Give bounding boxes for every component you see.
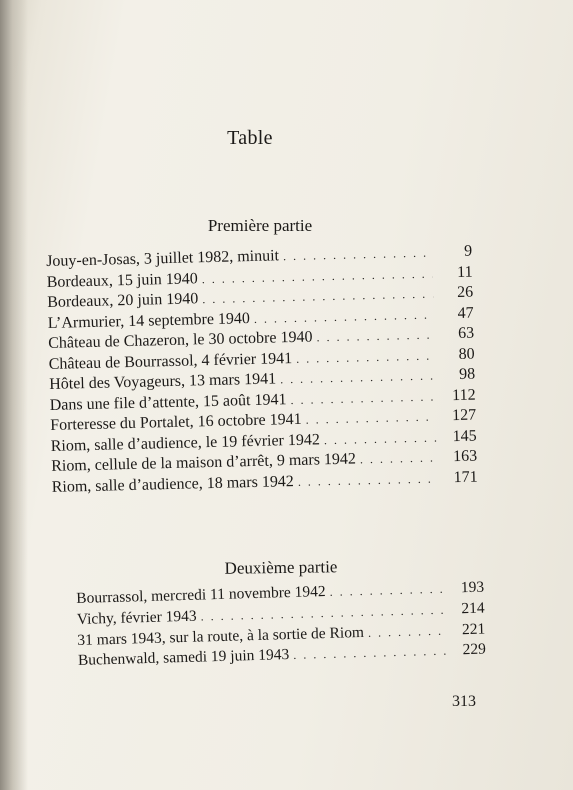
toc-entry-page-number: 163 (452, 447, 478, 466)
toc-list-part-1 (46, 243, 478, 499)
toc-entry-page-number: 11 (456, 263, 473, 281)
dot-leader (298, 471, 438, 489)
toc-entry-page-number: 127 (451, 406, 477, 425)
toc-entry-page-number: 63 (457, 324, 475, 342)
dot-leader (293, 644, 446, 663)
dot-leader (200, 603, 444, 625)
dot-leader (290, 389, 435, 408)
dot-leader (202, 266, 433, 287)
dot-leader (202, 287, 433, 308)
toc-entry-page-number: 221 (461, 620, 486, 638)
toc-entry-title: Château de Bourrassol, 4 février 1941 (48, 349, 293, 373)
toc-entry-title: Bordeaux, 15 juin 1940 (46, 269, 198, 291)
toc-entry-page-number: 229 (462, 640, 487, 659)
toc-list-part-2 (76, 579, 486, 674)
toc-entry-page-number: 214 (461, 599, 485, 618)
toc-entry-page-number: 193 (460, 578, 485, 597)
toc-entry-title: Forteresse du Portalet, 16 octobre 1941 (50, 410, 302, 434)
book-gutter-shadow (0, 0, 28, 790)
toc-entry-page-number: 9 (463, 242, 473, 260)
toc-entry-page-number: 47 (457, 304, 474, 322)
toc-entry-title: Bourrassol, mercredi 11 novembre 1942 (76, 583, 326, 607)
dot-leader (360, 451, 438, 468)
part-heading-1: Première partie (207, 216, 313, 235)
toc-entry-title: Bordeaux, 20 juin 1940 (47, 290, 199, 311)
toc-entry-title: Hôtel des Voyageurs, 13 mars 1941 (49, 370, 277, 393)
dot-leader (368, 623, 446, 640)
toc-entry-title: Riom, salle d’audience, 18 mars 1942 (51, 472, 295, 496)
toc-entry-title: L’Armurier, 14 septembre 1940 (47, 309, 251, 332)
toc-entry-page-number: 26 (456, 283, 474, 301)
toc-entry-title: Dans une file d’attente, 15 août 1941 (49, 390, 287, 414)
toc-entry-title: Riom, salle d’audience, le 19 février 1942 (50, 430, 321, 455)
dot-leader (296, 348, 435, 366)
part-heading-2: Deuxième partie (224, 557, 338, 578)
final-page-number: 313 (452, 693, 476, 710)
dot-leader (329, 582, 444, 600)
toc-entry-title: Vichy, février 1943 (76, 607, 197, 628)
toc-entry-title: Château de Chazeron, le 30 octobre 1940 (48, 328, 313, 352)
toc-entry-title: 31 mars 1943, sur la route, à la sortie de Riom (77, 623, 365, 649)
dot-leader (316, 328, 434, 346)
toc-entry-page-number: 80 (458, 345, 475, 363)
toc-entry-title: Jouy-en-Josas, 3 juillet 1982, minuit (46, 247, 280, 270)
dot-leader (254, 307, 434, 326)
dot-leader (280, 369, 435, 388)
toc-entry-title: Buchenwald, samedi 19 juin 1943 (77, 646, 290, 670)
toc-entry-title: Riom, cellule de la maison d’arrêt, 9 mars 1942 (51, 450, 357, 475)
dot-leader (305, 410, 436, 428)
dot-leader (283, 246, 432, 265)
toc-entry-page-number: 145 (452, 427, 477, 445)
show-through-text (353, 4, 543, 134)
toc-entry-page-number: 171 (453, 468, 478, 486)
toc-entry-page-number: 112 (451, 386, 476, 404)
toc-entry-page-number: 98 (458, 365, 476, 383)
dot-leader (324, 430, 437, 448)
page-title: Table (227, 127, 273, 149)
